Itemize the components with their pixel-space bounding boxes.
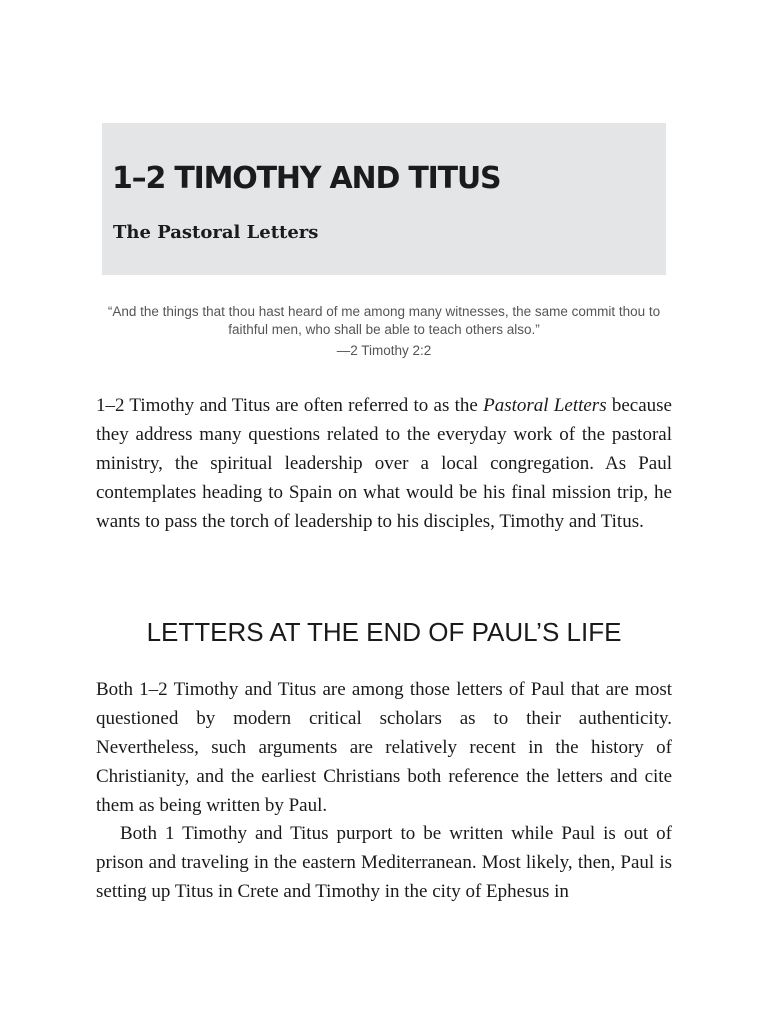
epigraph-citation: —2 Timothy 2:2 bbox=[336, 343, 432, 358]
intro-paragraph bbox=[96, 391, 672, 536]
section-heading: LETTERS AT THE END OF PAUL’S LIFE bbox=[146, 617, 622, 647]
intro-text-start: 1–2 Timothy and Titus are often referred to as the bbox=[96, 395, 484, 416]
epigraph-quote: “And the things that thou hast heard of me among many witnesses, the same commit thou to faithful men, who shall be able to teach others also.” bbox=[107, 304, 661, 337]
chapter-subtitle: The Pastoral Letters bbox=[113, 222, 319, 243]
chapter-title: 1–2 TIMOTHY AND TITUS bbox=[112, 161, 501, 196]
epigraph bbox=[96, 303, 672, 360]
body-paragraph-2: Both 1 Timothy and Titus purport to be written while Paul is out of prison and traveling in the eastern Mediterranean. Most likely, then, Paul is setting up Titus in Crete and Timothy in the city of Ephesus in bbox=[96, 823, 672, 902]
body-paragraph-1: Both 1–2 Timothy and Titus are among those letters of Paul that are most questioned by modern critical scholars as to their authenticity. Nevertheless, such arguments are relatively recent in the history of Christianity, and the earliest Christians both reference the letters and cite them as being written by Paul. bbox=[96, 679, 672, 816]
intro-italic-term: Pastoral Letters bbox=[483, 395, 607, 416]
chapter-header-box bbox=[102, 123, 666, 275]
intro-text-end: because they address many questions related to the everyday work of the pastoral ministry, the spiritual leadership over a local congregation. As Paul contemplates heading to Spain on what would be his final mission trip, he wants to pass the torch of leadership to his disciples, Timothy and Titus. bbox=[96, 395, 672, 532]
